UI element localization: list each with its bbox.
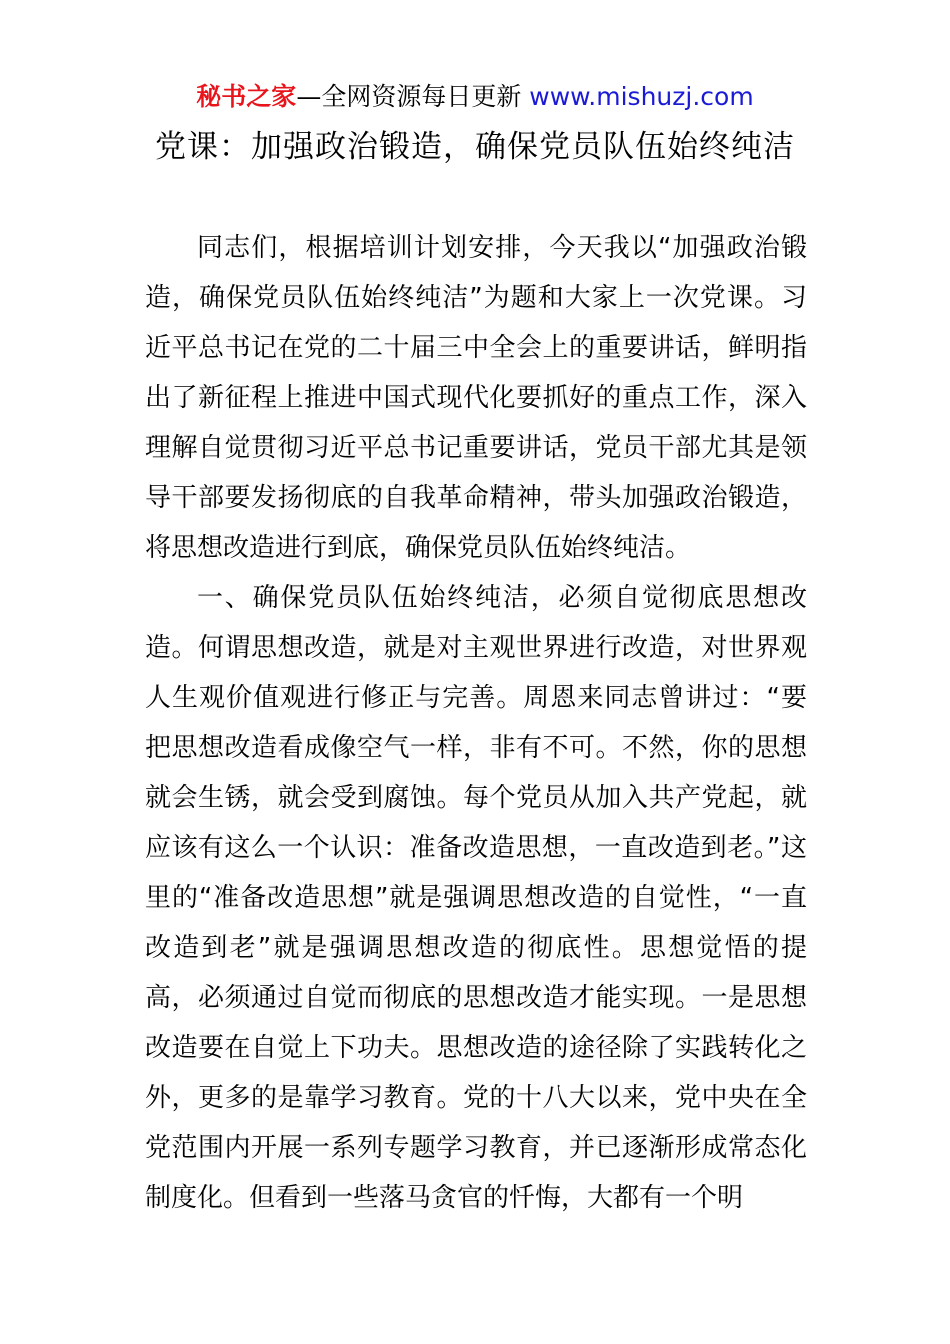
paragraph-section-one: 一、确保党员队伍始终纯洁，必须自觉彻底思想改造。何谓思想改造，就是对主观世界进行改造，对世界观人生观价值观进行修正与完善。周恩来同志曾讲过：“要把思想改造看成像空气一样，非有不可。不然，你的思想就会生锈，就会受到腐蚀。每个党员从加入共产党起，就应该有这么一个认识：准备改造思想，一直改造到老。”这里的“准备改造思想”就是强调思想改造的自觉性，“一直改造到老”就是强调思想改造的彻底性。思想觉悟的提高，必须通过自觉而彻底的思想改造才能实现。一是思想改造要在自觉上下功夫。思想改造的途径除了实践转化之外，更多的是靠学习教育。党的十八大以来，党中央在全党范围内开展一系列专题学习教育，并已逐渐形成常态化制度化。但看到一些落马贪官的忏悔，大都有一个明 — [145, 583, 807, 1213]
document-body — [145, 223, 807, 1223]
document-title: 党课：加强政治锻造，确保党员队伍始终纯洁 — [155, 129, 795, 165]
site-brand: 秘书之家 — [196, 82, 297, 111]
paragraph-intro: 同志们，根据培训计划安排，今天我以“加强政治锻造，确保党员队伍始终纯洁”为题和大家上一次党课。习近平总书记在党的二十届三中全会上的重要讲话，鲜明指出了新征程上推进中国式现代化要抓好的重点工作，深入理解自觉贯彻习近平总书记重要讲话，党员干部尤其是领导干部要发扬彻底的自我革命精神，带头加强政治锻造，将思想改造进行到底，确保党员队伍始终纯洁。 — [145, 233, 807, 563]
site-tagline: —全网资源每日更新 — [296, 82, 530, 111]
site-header — [0, 80, 950, 114]
site-url-link[interactable]: www.mishuzj.com — [529, 82, 754, 111]
